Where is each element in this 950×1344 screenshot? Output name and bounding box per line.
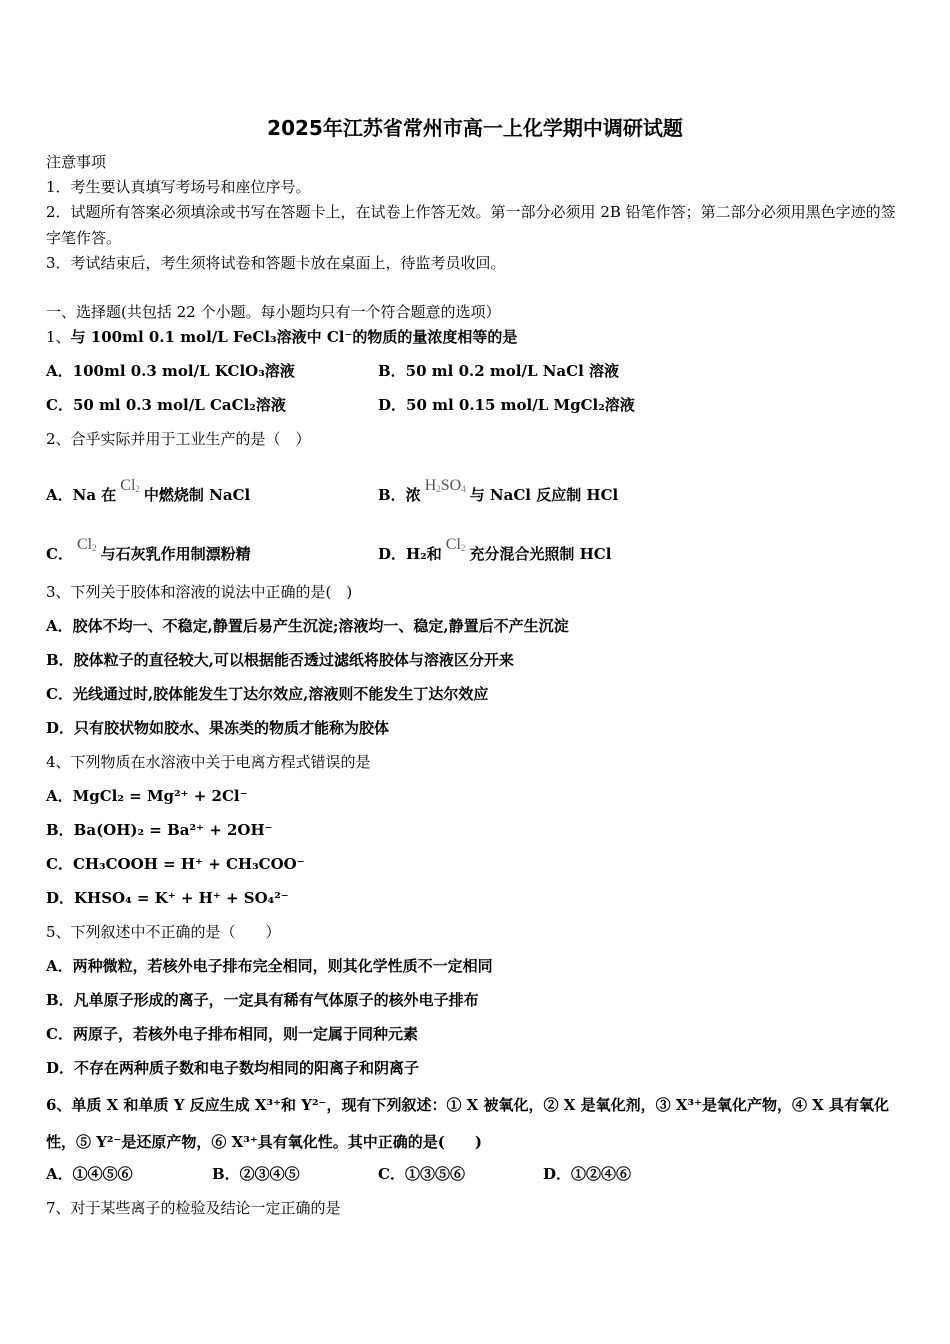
- q5-option-c: C．两原子，若核外电子排布相同，则一定属于同种元素: [46, 1025, 418, 1043]
- q2-c-prefix: C．: [46, 545, 73, 563]
- formula-element: Cl: [445, 536, 461, 553]
- question-6-stem: 6、单质 X 和单质 Y 反应生成 X³⁺和 Y²⁻，现有下列叙述：① X 被氧化，② X 是氧化剂，③ X³⁺是氧化产物，④ X 具有氧化性，⑤ Y²⁻是还原产物，⑥ X³⁺具有氧化性。其中正确的是( ): [46, 1096, 890, 1151]
- q2-d-suffix: 充分混合光照制 HCl: [469, 545, 612, 563]
- question-number: 1、: [46, 328, 71, 346]
- question-1-stem: [46, 327, 517, 347]
- q1-option-b: B．50 ml 0.2 mol/L NaCl 溶液: [378, 362, 619, 380]
- q5-option-d: D．不存在两种质子数和电子数均相同的阳离子和阴离子: [46, 1059, 420, 1077]
- q6-option-d: D．①②④⑥: [543, 1165, 632, 1183]
- page-title: 2025年江苏省常州市高一上化学期中调研试题: [267, 116, 683, 140]
- q3-option-a: A．胶体不均一、不稳定,静置后易产生沉淀;溶液均一、稳定,静置后不产生沉淀: [46, 617, 569, 635]
- q4-option-d: D．KHSO₄ = K⁺ + H⁺ + SO₄²⁻: [46, 889, 289, 907]
- q2-option-d: [378, 535, 611, 564]
- q2-c-suffix: 与石灰乳作用制漂粉精: [100, 545, 251, 563]
- q3-option-c: C．光线通过时,胶体能发生丁达尔效应,溶液则不能发生丁达尔效应: [46, 685, 489, 703]
- question-4-stem: 4、下列物质在水溶液中关于电离方程式错误的是: [46, 753, 371, 771]
- q2-d-prefix: D．H₂和: [378, 545, 442, 563]
- q1-option-d: D．50 ml 0.15 mol/L MgCl₂溶液: [378, 396, 635, 414]
- q1-option-c: C．50 ml 0.3 mol/L CaCl₂溶液: [46, 396, 286, 414]
- question-text: 与 100ml 0.1 mol/L FeCl₃溶液中 Cl⁻的物质的量浓度相等的是: [70, 328, 518, 346]
- formula-element: Cl: [120, 477, 136, 494]
- formula-subscript: 4: [461, 484, 466, 494]
- formula-element: H: [424, 477, 437, 494]
- q1-option-a: A．100ml 0.3 mol/L KClO₃溶液: [46, 362, 295, 380]
- q5-option-b: B．凡单原子形成的离子，一定具有稀有气体原子的核外电子排布: [46, 991, 479, 1009]
- q4-option-a: A．MgCl₂ = Mg²⁺ + 2Cl⁻: [46, 787, 248, 805]
- formula-subscript: 2: [92, 543, 97, 553]
- q3-option-d: D．只有胶状物如胶水、果冻类的物质才能称为胶体: [46, 719, 390, 737]
- question-5-stem: 5、下列叙述中不正确的是（ ）: [46, 923, 281, 941]
- q2-a-prefix: A．Na 在: [46, 486, 117, 504]
- q5-option-a: A．两种微粒，若核外电子排布完全相同，则其化学性质不一定相同: [46, 957, 493, 975]
- q2-option-b: [378, 476, 618, 505]
- question-3-stem: 3、下列关于胶体和溶液的说法中正确的是( ): [46, 583, 353, 601]
- section-heading: 一、选择题(共包括 22 个小题。每小题均只有一个符合题意的选项）: [46, 303, 501, 321]
- q6-option-b: B．②③④⑤: [212, 1165, 300, 1183]
- q2-b-suffix: 与 NaCl 反应制 HCl: [469, 486, 619, 504]
- formula-element: Cl: [76, 536, 93, 553]
- q6-option-c: C．①③⑤⑥: [378, 1165, 465, 1183]
- q6-option-a: A．①④⑤⑥: [46, 1165, 133, 1183]
- notice-item-1: 1．考生要认真填写考场号和座位序号。: [46, 178, 311, 196]
- formula-subscript: 2: [436, 484, 441, 494]
- q2-a-suffix: 中燃烧制 NaCl: [143, 486, 251, 504]
- h2so4-formula: [425, 476, 466, 499]
- question-2-stem: 2、合乎实际并用于工业生产的是（ ）: [46, 430, 311, 448]
- notice-item-3: 3．考试结束后，考生须将试卷和答题卡放在桌面上，待监考员收回。: [46, 254, 506, 272]
- notice-item-2: 2．试题所有答案必须填涂或书写在答题卡上，在试卷上作答无效。第一部分必须用 2B 铅笔作答；第二部分必须用黑色字迹的签字笔作答。: [46, 203, 896, 247]
- cl2-formula: [446, 535, 466, 558]
- formula-subscript: 2: [135, 484, 140, 494]
- formula-element: SO: [440, 477, 462, 494]
- q3-option-b: B．胶体粒子的直径较大,可以根据能否透过滤纸将胶体与溶液区分开来: [46, 651, 514, 669]
- question-7-stem: 7、对于某些离子的检验及结论一定正确的是: [46, 1199, 341, 1217]
- notice-heading: 注意事项: [46, 153, 107, 171]
- q2-option-a: [46, 476, 250, 505]
- q4-option-b: B．Ba(OH)₂ = Ba²⁺ + 2OH⁻: [46, 821, 273, 839]
- q4-option-c: C．CH₃COOH = H⁺ + CH₃COO⁻: [46, 855, 305, 873]
- cl2-formula: [120, 476, 140, 499]
- q2-b-prefix: B．浓: [378, 486, 421, 504]
- q2-option-c: [46, 535, 251, 564]
- formula-subscript: 2: [460, 543, 466, 553]
- cl2-formula: [77, 535, 97, 558]
